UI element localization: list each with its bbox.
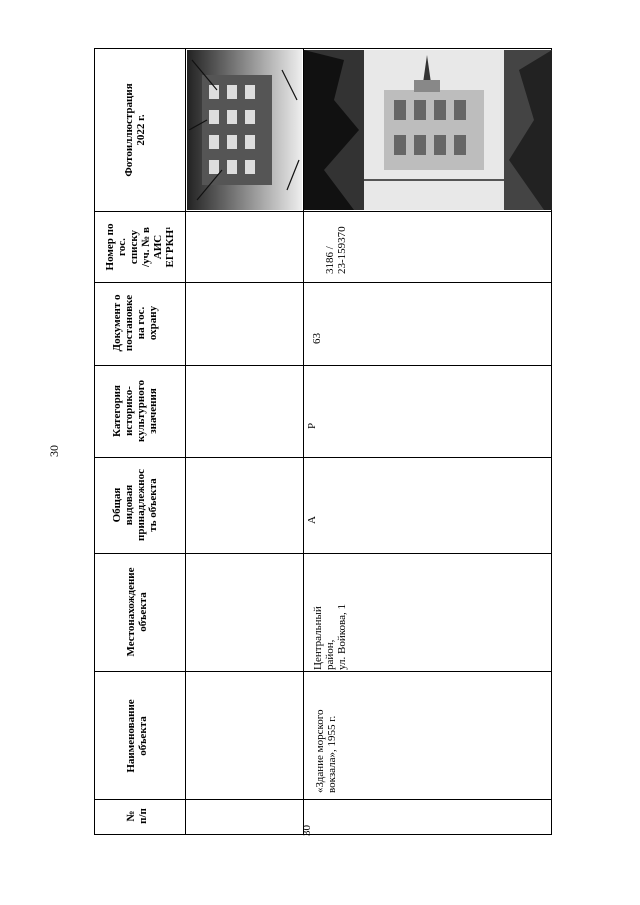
header-num: № п/п	[125, 808, 149, 824]
photo-building-spire-icon	[304, 50, 552, 210]
header-location: Местонахождение объекта	[125, 567, 149, 657]
row-divider	[95, 365, 551, 366]
row-divider	[95, 457, 551, 458]
cell-significance: Р	[306, 422, 318, 429]
cell-document: 63	[311, 333, 323, 344]
page-number: 30	[47, 445, 61, 457]
header-name: Наименование объекта	[125, 699, 149, 773]
column-divider	[185, 49, 186, 834]
cell-location: Центральный район, ул. Войкова, 1	[312, 604, 348, 670]
cell-category-type: А	[306, 516, 318, 524]
row-divider	[95, 799, 551, 800]
cell-num: 30	[301, 825, 313, 836]
cell-registry: 3186 / 23-159370	[324, 226, 348, 274]
header-category-type: Общая видовая принадлежнос ть объекта	[111, 469, 159, 541]
row-divider	[95, 282, 551, 283]
row-divider	[95, 553, 551, 554]
header-registry: Номер по гос. списку /уч. № в АИС ЕГРКН¹	[104, 223, 176, 271]
heritage-table	[94, 48, 552, 835]
header-document: Документ о постановке на гос. охрану	[111, 294, 159, 352]
header-significance: Категория историко- культурного значения	[111, 380, 159, 442]
photo-building-front-icon	[187, 50, 302, 210]
header-photo: Фотоиллюстрация 2022 г.	[123, 83, 147, 177]
cell-name: «Здание морского вокзала», 1955 г.	[314, 709, 338, 793]
row-divider	[95, 671, 551, 672]
